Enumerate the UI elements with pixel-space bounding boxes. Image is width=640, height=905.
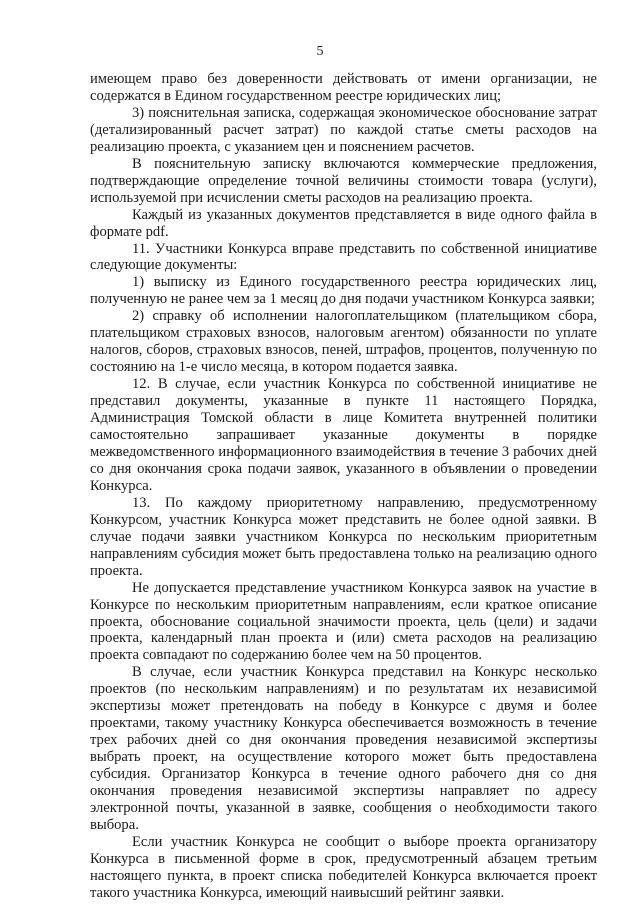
paragraph-multiple-projects: В случае, если участник Конкурса представил на Конкурс несколько проектов (по нескольким направлениям) и по результатам их независимой экспертизы может претендовать на победу в Конкурсе с двумя и более проектами, такому участнику Конкурса обеспечивается возможность в течение трех рабочих дней со дня окончания проведения независимой экспертизы выбрать проект, на осуществление которого может быть предоставлена субсидия. Организатор Конкурса в течение одного рабочего дня со дня окончания проведения независимой экспертизы направляет по адресу электронной почты, указанной в заявке, сообщения о необходимости такого выбора.: [90, 664, 597, 833]
paragraph-clause-13: 13. По каждому приоритетному направлению, предусмотренному Конкурсом, участник Конкурса может представить не более одной заявки. В случае подачи заявки участником Конкурса по нескольким приоритетным направлениям субсидия может быть предоставлена только на реализацию одного проекта.: [90, 494, 597, 579]
document-body: [90, 71, 597, 902]
paragraph-item-3-explanatory-note: 3) пояснительная записка, содержащая экономическое обоснование затрат (детализированный расчет затрат) по каждой статье сметы расходов на реализацию проекта, с указанием цен и пояснением расчетов.: [90, 104, 597, 155]
paragraph-no-choice: Если участник Конкурса не сообщит о выборе проекта организатору Конкурса в письменной форме в срок, предусмотренный абзацем третьим настоящего пункта, в проект списка победителей Конкурса включается проект такого участника Конкурса, имеющий наивысший рейтинг заявки.: [90, 833, 597, 901]
page-number: 5: [316, 44, 324, 59]
paragraph-clause-11: 11. Участники Конкурса вправе представить по собственной инициативе следующие документы:: [90, 240, 597, 274]
paragraph-clause-11-item-1: 1) выписку из Единого государственного реестра юридических лиц, полученную не ранее чем за 1 месяц до дня подачи участником Конкурса заявки;: [90, 274, 597, 308]
paragraph-clause-12: 12. В случае, если участник Конкурса по собственной инициативе не представил документы, указанные в пункте 11 настоящего Порядка, Администрация Томской области в лице Комитета внутренней политики самостоятельно запрашивает указанные документы в порядке межведомственного информационного взаимодействия в течение 3 рабочих дней со дня окончания срока подачи заявок, указанного в объявлении о проведении Конкурса.: [90, 376, 597, 494]
paragraph-clause-11-item-2: 2) справку об исполнении налогоплательщиком (плательщиком сбора, плательщиком страховых взносов, налоговым агентом) обязанности по уплате налогов, сборов, страховых взносов, пеней, штрафов, процентов, полученную по состоянию на 1-е число месяца, в котором подается заявка.: [90, 308, 597, 376]
paragraph-commercial-offers: В пояснительную записку включаются коммерческие предложения, подтверждающие определение точной величины стоимости товара (услуги), используемой при исчислении сметы расходов на реализацию проекта.: [90, 155, 597, 206]
paragraph-continuation: имеющем право без доверенности действовать от имени организации, не содержатся в Едином государственном реестре юридических лиц;: [90, 71, 597, 104]
paragraph-duplicate-applications: Не допускается представление участником Конкурса заявок на участие в Конкурсе по нескольким приоритетным направлениям, если краткое описание проекта, обоснование социальной значимости проекта, цель (цели) и задачи проекта, календарный план проекта и (или) смета расходов на реализацию проекта совпадают по содержанию более чем на 50 процентов.: [90, 579, 597, 664]
paragraph-pdf-format: Каждый из указанных документов представляется в виде одного файла в формате pdf.: [90, 206, 597, 240]
